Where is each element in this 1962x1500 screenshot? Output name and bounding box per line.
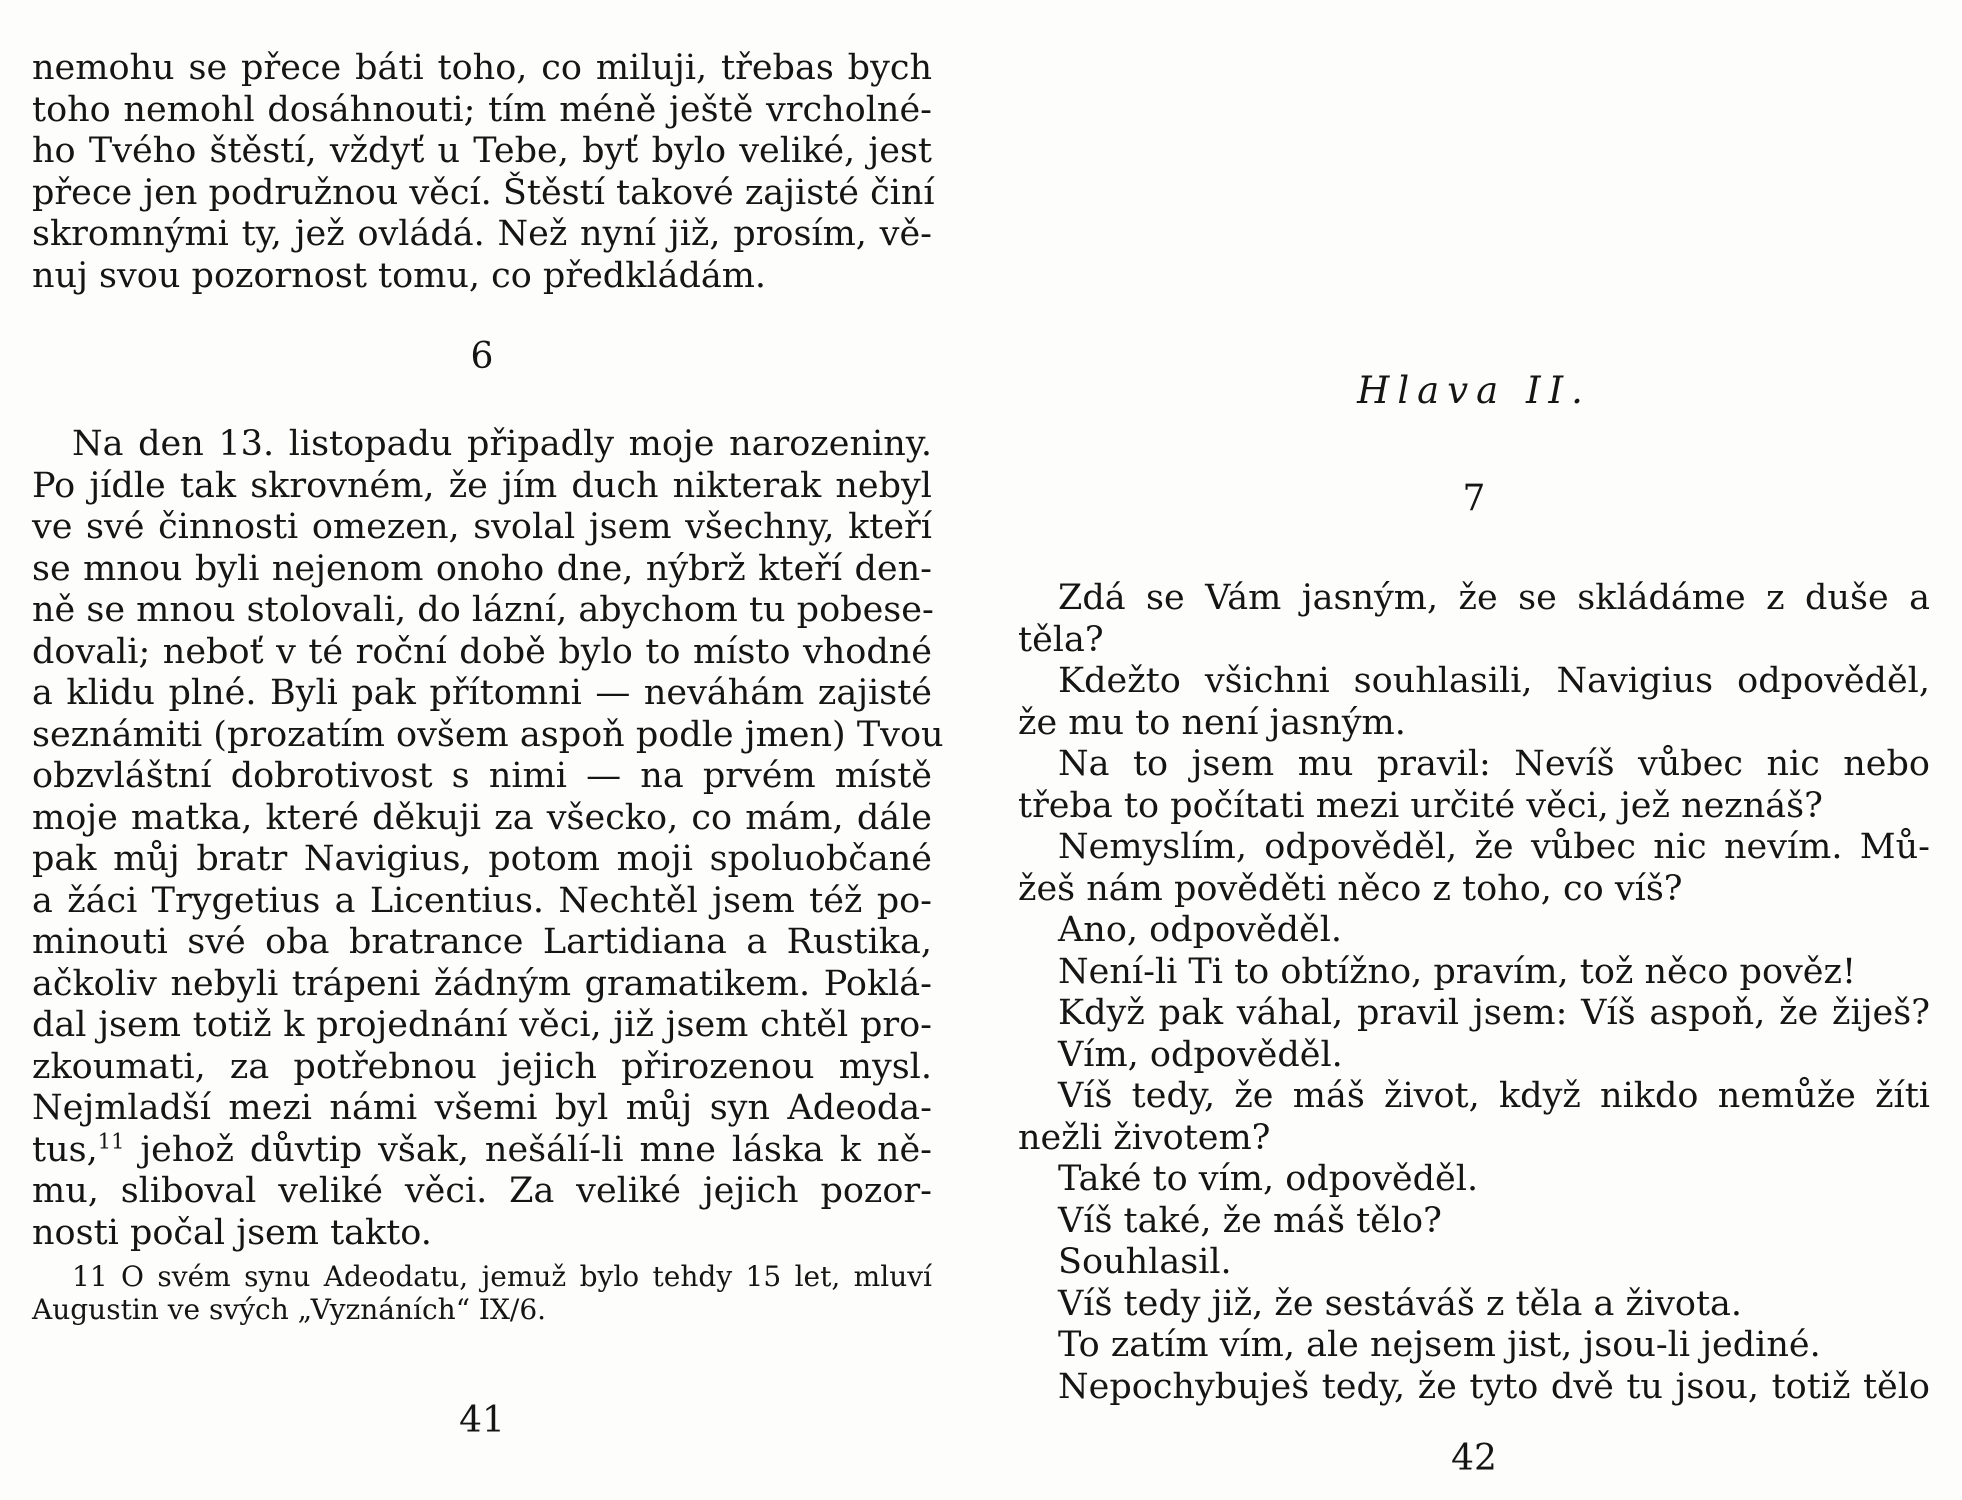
- text-line: ve své činnosti omezen, svolal jsem všechny, kteří: [32, 507, 932, 547]
- text-line: nemohu se přece báti toho, co miluji, třebas bych: [32, 48, 932, 88]
- chapter-heading: Hlava II.: [1357, 369, 1591, 412]
- left-page: [32, 0, 944, 1500]
- footnote-line: 11 O svém synu Adeodatu, jemuž bylo tehdy 15 let, mluví: [72, 1260, 932, 1293]
- text-line: přece jen podružnou věcí. Štěstí takové zajisté činí: [32, 172, 935, 213]
- text-line: toho nemohl dosáhnouti; tím méně ještě vrcholné-: [32, 89, 932, 130]
- text-line-with-footnote: [32, 1130, 932, 1172]
- text-line: se mnou byli nejenom onoho dne, nýbrž kteří den-: [32, 548, 932, 589]
- text-line: Není-li Ti to obtížno, pravím, tož něco pověz!: [1058, 951, 1857, 992]
- footnote-line: Augustin ve svých „Vyznáních“ IX/6.: [32, 1293, 547, 1326]
- text-line: nuj svou pozornost tomu, co předkládám.: [32, 255, 767, 296]
- footnote-reference: 11: [97, 1128, 125, 1153]
- text-line: seznámiti (prozatím ovšem aspoň podle jmen) Tvou: [32, 714, 944, 755]
- text-line: moje matka, které děkuji za všecko, co mám, dále: [32, 797, 932, 838]
- text-line: třeba to počítati mezi určité věci, jež neznáš?: [1018, 785, 1823, 826]
- text-fragment: tus,: [32, 1129, 98, 1170]
- text-line: zkoumati, za potřebnou jejich přirozenou mysl.: [32, 1046, 932, 1087]
- page-number: 42: [1451, 1438, 1497, 1479]
- text-line: Víš tedy, že máš život, když nikdo nemůže žíti: [1058, 1076, 1930, 1116]
- text-line: Nejmladší mezi námi všemi byl můj syn Adeoda-: [32, 1088, 932, 1128]
- paragraph-main: [32, 424, 944, 1254]
- text-line: Na den 13. listopadu připadly moje narozeniny.: [72, 424, 932, 464]
- text-line: Zdá se Vám jasným, že se skládáme z duše a: [1058, 578, 1930, 618]
- section-number: 7: [1462, 478, 1486, 519]
- text-line: obzvláštní dobrotivost s nimi — na prvém místě: [32, 756, 932, 796]
- text-line: ně se mnou stolovali, do lázní, abychom tu pobese-: [32, 590, 934, 630]
- text-line: Nepochybuješ tedy, že tyto dvě tu jsou, totiž tělo: [1058, 1366, 1930, 1407]
- section-number: 6: [470, 336, 494, 377]
- page-number: 41: [459, 1400, 505, 1441]
- text-line: Souhlasil.: [1058, 1242, 1232, 1282]
- text-line: Když pak váhal, pravil jsem: Víš aspoň, že žiješ?: [1058, 993, 1930, 1033]
- text-line: Kdežto všichni souhlasili, Navigius odpověděl,: [1058, 661, 1930, 701]
- text-line: žeš nám pověděti něco z toho, co víš?: [1018, 868, 1683, 909]
- text-line: a žáci Trygetius a Licentius. Nechtěl jsem též po-: [32, 880, 932, 921]
- text-line: Víš také, že máš tělo?: [1058, 1200, 1442, 1241]
- text-fragment: jehož důvtip však, nešálí-li mne láska k ně-: [140, 1129, 932, 1170]
- text-line: ho Tvého štěstí, vždyť u Tebe, byť bylo veliké, jest: [32, 131, 932, 171]
- text-line: Nemyslím, odpověděl, že vůbec nic nevím. Mů-: [1058, 827, 1930, 867]
- text-line: nosti počal jsem takto.: [32, 1212, 432, 1253]
- text-line: minouti své oba bratrance Lartidiana a Rustika,: [32, 922, 932, 962]
- text-line: Po jídle tak skrovném, že jím duch nikterak nebyl: [32, 465, 932, 506]
- text-line: dal jsem totiž k projednání věci, již jsem chtěl pro-: [32, 1005, 932, 1045]
- text-line: Ano, odpověděl.: [1058, 910, 1343, 950]
- text-line: dovali; neboť v té roční době bylo to místo vhodné: [32, 631, 932, 672]
- text-line: Na to jsem mu pravil: Nevíš vůbec nic nebo: [1058, 744, 1930, 784]
- text-line: těla?: [1018, 619, 1104, 660]
- right-page: [1018, 0, 1930, 1500]
- text-line: Vím, odpověděl.: [1058, 1034, 1343, 1075]
- text-line: Víš tedy již, že sestáváš z těla a života.: [1058, 1283, 1743, 1324]
- dialogue-text: [1018, 578, 1930, 1408]
- footnote: [32, 1260, 932, 1326]
- text-line: mu, sliboval veliké věci. Za veliké jejich pozor-: [32, 1171, 932, 1211]
- text-line: Také to vím, odpověděl.: [1058, 1159, 1479, 1199]
- text-line: pak můj bratr Navigius, potom moji spoluobčané: [32, 839, 932, 879]
- text-line: skromnými ty, jež ovládá. Než nyní již, prosím, vě-: [32, 214, 932, 254]
- paragraph-top: [32, 48, 935, 297]
- text-line: že mu to není jasným.: [1018, 702, 1406, 743]
- text-line: nežli životem?: [1018, 1117, 1271, 1158]
- text-line: To zatím vím, ale nejsem jist, jsou-li jediné.: [1058, 1325, 1821, 1365]
- text-line: ačkoliv nebyli trápeni žádným gramatikem. Poklá-: [32, 963, 932, 1004]
- text-line: a klidu plné. Byli pak přítomni — neváhám zajisté: [32, 673, 932, 713]
